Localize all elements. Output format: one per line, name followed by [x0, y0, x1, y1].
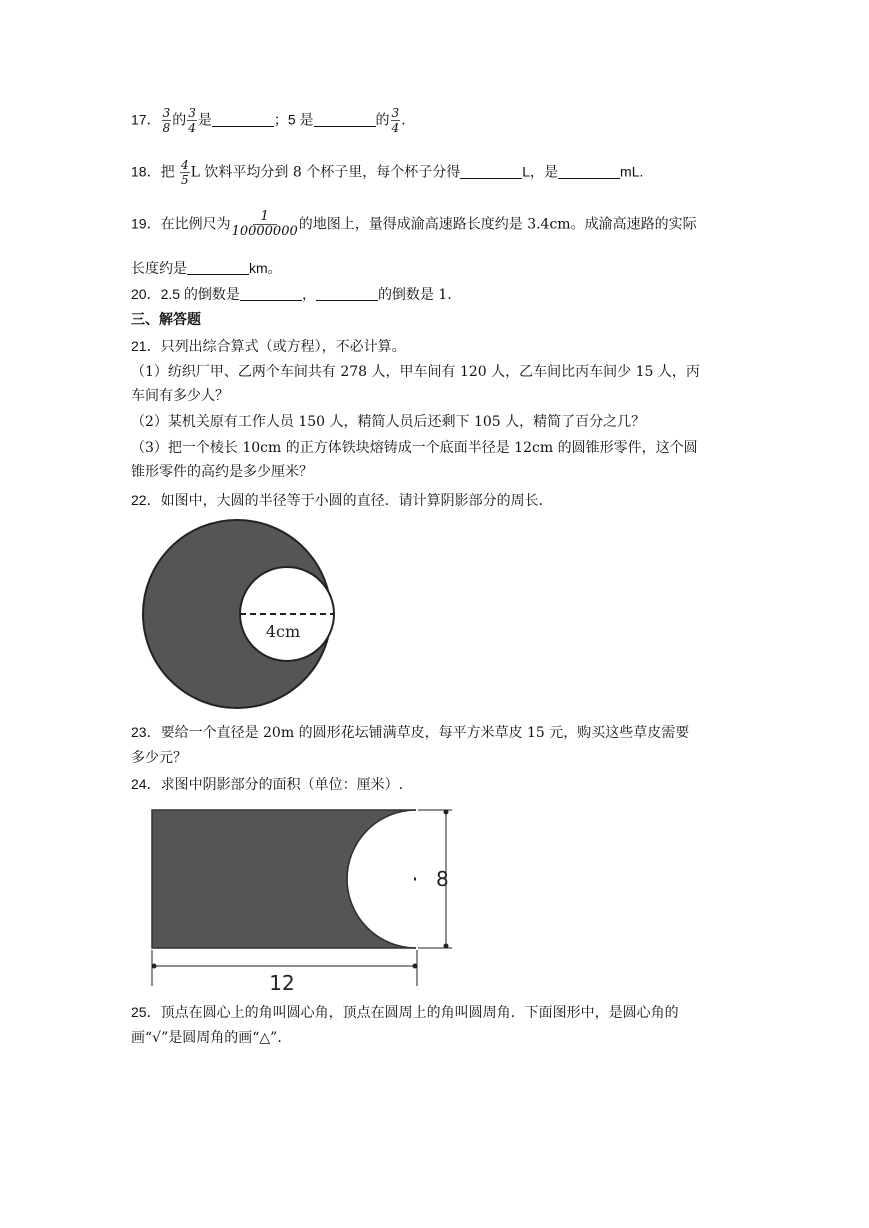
question-19: 19．在比例尺为 $\frac{1}{10000000}$ 的地图上，量得成渝高速路长度约是 3.4cm。成渝高速路的实际: [131, 209, 697, 239]
question-23-cont: 多少元？: [131, 750, 187, 766]
question-21-part-2: （2）某机关原有工作人员 150 人，精简人员后还剩下 105 人，精简了百分之几？: [131, 414, 646, 430]
question-17: 17． $\frac{3}{8}$ 的 $\frac{3}{4}$ 是 ；5 是 的 $\frac{3}{4}$ .: [131, 106, 406, 135]
question-number: 18．: [131, 163, 161, 180]
question-number: 17．: [131, 111, 161, 128]
question-21-part-1-cont: 车间有多少人？: [131, 388, 229, 404]
question-22: 22．如图中，大圆的半径等于小圆的直径．请计算阴影部分的周长．: [131, 492, 553, 509]
fraction: $\frac{4}{5}$: [181, 158, 189, 187]
height-label: 8: [436, 867, 449, 891]
question-number: 24．: [131, 776, 161, 792]
answer-blank[interactable]: [316, 286, 378, 301]
fraction: $\frac{3}{4}$: [188, 106, 196, 135]
diameter-label: 4cm: [265, 622, 301, 641]
rectangle-figure: [140, 800, 460, 995]
answer-blank[interactable]: [460, 164, 522, 179]
question-number: 23．: [131, 724, 161, 740]
question-21-part-3-cont: 锥形零件的高约是多少厘米？: [131, 464, 313, 480]
question-number: 22．: [131, 492, 161, 508]
question-20: 20．2.5 的倒数是 ， 的倒数是 1.: [131, 286, 452, 303]
question-21-part-3: （3）把一个棱长 10cm 的正方体铁块熔铸成一个底面半径是 12cm 的圆锥形零件，这个圆: [131, 440, 698, 456]
question-21-part-1: （1）纺织厂甲、乙两个车间共有 278 人，甲车间有 120 人，乙车间比丙车间少 15 人，丙: [131, 364, 700, 380]
question-18: 18．把 $\frac{4}{5}$ L 饮料平均分到 8 个杯子里，每个杯子分得 L，是 mL.: [131, 158, 644, 187]
question-number: 19．: [131, 215, 161, 232]
answer-blank[interactable]: [212, 112, 274, 127]
arrow-dot: [413, 964, 418, 969]
circle-figure: [140, 515, 340, 715]
arrow-dot: [444, 944, 449, 949]
shaded-region: [152, 810, 416, 948]
answer-blank[interactable]: [240, 286, 302, 301]
section-heading: 三、解答题: [131, 312, 201, 328]
width-label: 12: [269, 971, 295, 995]
question-number: 25．: [131, 1004, 161, 1020]
arrow-dot: [152, 964, 157, 969]
question-number: 21．: [131, 338, 161, 354]
question-19-line-2: 长度约是 km。: [131, 260, 282, 277]
answer-blank[interactable]: [558, 164, 620, 179]
scale-fraction: $\frac{1}{10000000}$: [231, 209, 298, 239]
question-25: 25．顶点在圆心上的角叫圆心角，顶点在圆周上的角叫圆周角．下面图形中，是圆心角的: [131, 1004, 679, 1021]
answer-blank[interactable]: [187, 260, 249, 275]
question-23: 23．要给一个直径是 20m 的圆形花坛铺满草皮，每平方米草皮 15 元，购买这些草皮需要: [131, 724, 690, 741]
question-number: 20．: [131, 286, 161, 302]
question-25-cont: 画“√”是圆周角的画“△”.: [131, 1030, 282, 1046]
fraction: $\frac{3}{4}$: [391, 106, 400, 135]
question-24: 24．求图中阴影部分的面积（单位：厘米）.: [131, 776, 404, 793]
fraction: $\frac{3}{8}$: [162, 106, 171, 135]
answer-blank[interactable]: [314, 112, 376, 127]
arrow-dot: [444, 810, 449, 815]
question-21: 21．只列出综合算式（或方程），不必计算。: [131, 338, 406, 355]
